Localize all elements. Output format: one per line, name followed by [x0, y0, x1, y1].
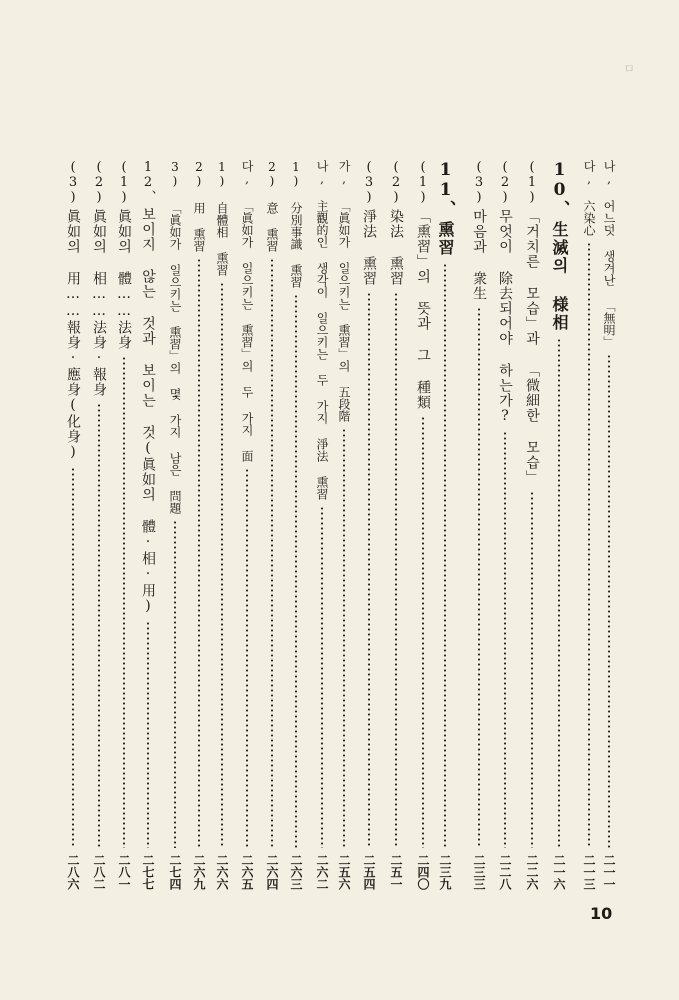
entry-number: (1) [415, 160, 431, 205]
entry-page-number: 二五一 [389, 854, 403, 890]
toc-entry-head [356, 160, 382, 286]
entry-number: (3) [65, 160, 81, 205]
entry-page-number: 二三九 [438, 854, 452, 890]
dot-leader [422, 416, 424, 848]
entry-number: (2) [388, 160, 404, 205]
toc-entry [283, 160, 309, 890]
entry-number: (1) [116, 160, 132, 205]
toc-entry-head [234, 160, 260, 462]
entry-page-number: 二六四 [265, 854, 279, 890]
dot-leader [444, 263, 446, 848]
entry-page-number: 二六六 [215, 854, 229, 890]
entry-page-number: 二二六 [525, 854, 539, 890]
toc-entry-head [546, 160, 572, 332]
entry-title: 가, 「眞如가 일으키는 熏習」의 五段階 [337, 160, 351, 422]
toc-entry-head [209, 160, 235, 276]
toc-entry [209, 160, 235, 890]
toc-entry [186, 160, 212, 890]
entry-page-number: 二一六 [552, 854, 566, 890]
dot-leader [147, 621, 149, 848]
entry-number: 12、 [140, 160, 156, 203]
entry-page-number: 二六三 [289, 854, 303, 890]
toc-entry [162, 160, 188, 890]
dot-leader [72, 467, 74, 848]
entry-page-number: 二一三 [582, 854, 596, 890]
entry-number: (3) [361, 160, 377, 205]
entry-number: (2) [497, 160, 513, 205]
entry-title: 2) 用 熏習 [192, 160, 206, 252]
toc-entry [383, 160, 409, 890]
entry-page-number: 二五六 [337, 854, 351, 890]
toc-entry [309, 160, 335, 890]
dot-leader [321, 506, 323, 848]
dot-leader [198, 258, 200, 848]
toc-entry-head [492, 160, 518, 425]
entry-page-number: 二六九 [192, 854, 206, 890]
dot-leader [395, 292, 397, 848]
toc-entry [356, 160, 382, 890]
entry-number: (1) [524, 160, 540, 205]
entry-title: 마음과 衆生 [471, 209, 487, 301]
entry-page-number: 二六二 [315, 854, 329, 890]
entry-page-number: 二七四 [168, 854, 182, 890]
dot-leader [531, 491, 533, 848]
entry-title: 「熏習」의 뜻과 그 種類 [415, 209, 431, 410]
dot-leader [504, 431, 506, 848]
entry-number: (2) [91, 160, 107, 205]
entry-title: 1) 自體相 熏習 [215, 160, 229, 276]
toc-entry [410, 160, 436, 890]
entry-title: 다, 「眞如가 일으키는 熏習」의 두 가지 面 [240, 160, 254, 462]
dot-leader [98, 403, 100, 848]
entry-title: 다, 六染心 [582, 160, 596, 236]
toc-entry-head [60, 160, 86, 461]
entry-title: 3) 「眞如가 일으키는 熏習」의 몇 가지 남은 問題 [168, 160, 182, 514]
dot-leader [246, 468, 248, 848]
entry-title: 1) 分別事識 熏習 [289, 160, 303, 288]
toc-entry-head [186, 160, 212, 252]
toc-entry [259, 160, 285, 890]
entry-title: 나, 어느덧 생겨난 「無明」 [602, 160, 616, 348]
toc-entry [234, 160, 260, 890]
toc-entry-head [86, 160, 112, 397]
entry-title: 淨法 熏習 [361, 209, 377, 286]
entry-title: 生滅의 様相 [550, 221, 569, 332]
toc-entry-head [162, 160, 188, 514]
entry-title: 熏習 [436, 221, 455, 257]
toc-entry [111, 160, 137, 890]
toc-entry [135, 160, 161, 890]
toc-entry-head [259, 160, 285, 252]
entry-page-number: 二八六 [66, 854, 80, 890]
dot-leader [295, 294, 297, 848]
entry-page-number: 二五四 [362, 854, 376, 890]
entry-title: 眞如의 相……法身·報身 [91, 209, 107, 397]
toc-entry-head [283, 160, 309, 288]
dot-leader [123, 356, 125, 848]
entry-number: (3) [471, 160, 487, 205]
entry-page-number: 二八一 [117, 854, 131, 890]
entry-page-number: 二二八 [498, 854, 512, 890]
entry-title: 眞如의 體……法身 [116, 209, 132, 350]
entry-page-number: 二六五 [240, 854, 254, 890]
entry-title: 眞如의 用……報身·應身(化身) [65, 209, 81, 461]
entry-title: 「거치른 모습」과 「微細한 모습」 [524, 209, 540, 485]
toc-entry-head [135, 160, 161, 615]
toc-entry-head [111, 160, 137, 350]
dot-leader [478, 307, 480, 848]
entry-page-number: 二一一 [602, 854, 616, 890]
dot-leader [608, 354, 610, 848]
toc-entry [519, 160, 545, 890]
dot-leader [271, 258, 273, 848]
dot-leader [343, 428, 345, 848]
bleed-through-mark: ㅁ [623, 62, 635, 76]
dot-leader [588, 242, 590, 848]
toc-entry [576, 160, 602, 890]
toc-entry-head [576, 160, 602, 236]
toc-entry-head [410, 160, 436, 410]
toc-entry [492, 160, 518, 890]
toc-entry [86, 160, 112, 890]
entry-page-number: 二三三 [472, 854, 486, 890]
entry-page-number: 二四〇 [416, 854, 430, 890]
entry-title: 染法 熏習 [388, 209, 404, 286]
toc-entry [60, 160, 86, 890]
dot-leader [558, 338, 560, 848]
dot-leader [174, 520, 176, 848]
toc-entry-head [519, 160, 545, 485]
toc-entry-head [383, 160, 409, 286]
entry-page-number: 二七七 [141, 854, 155, 890]
toc-entry-head [466, 160, 492, 301]
entry-number: 10、 [549, 160, 570, 217]
toc-entry-head [309, 160, 335, 500]
entry-title: 무엇이 除去되어야 하는가? [497, 209, 513, 425]
page-number: 10 [590, 904, 613, 923]
entry-title: 2) 意 熏習 [265, 160, 279, 252]
entry-title: 나, 主觀的인 생각이 일으키는 두 가지 淨法 熏習 [315, 160, 329, 500]
toc-entry [546, 160, 572, 890]
entry-page-number: 二八二 [92, 854, 106, 890]
toc-entry [466, 160, 492, 890]
entry-title: 보이지 않는 것과 보이는 것(眞如의 體·相·用) [140, 207, 156, 615]
dot-leader [221, 282, 223, 848]
entry-number: 11、 [435, 160, 456, 217]
dot-leader [368, 292, 370, 848]
